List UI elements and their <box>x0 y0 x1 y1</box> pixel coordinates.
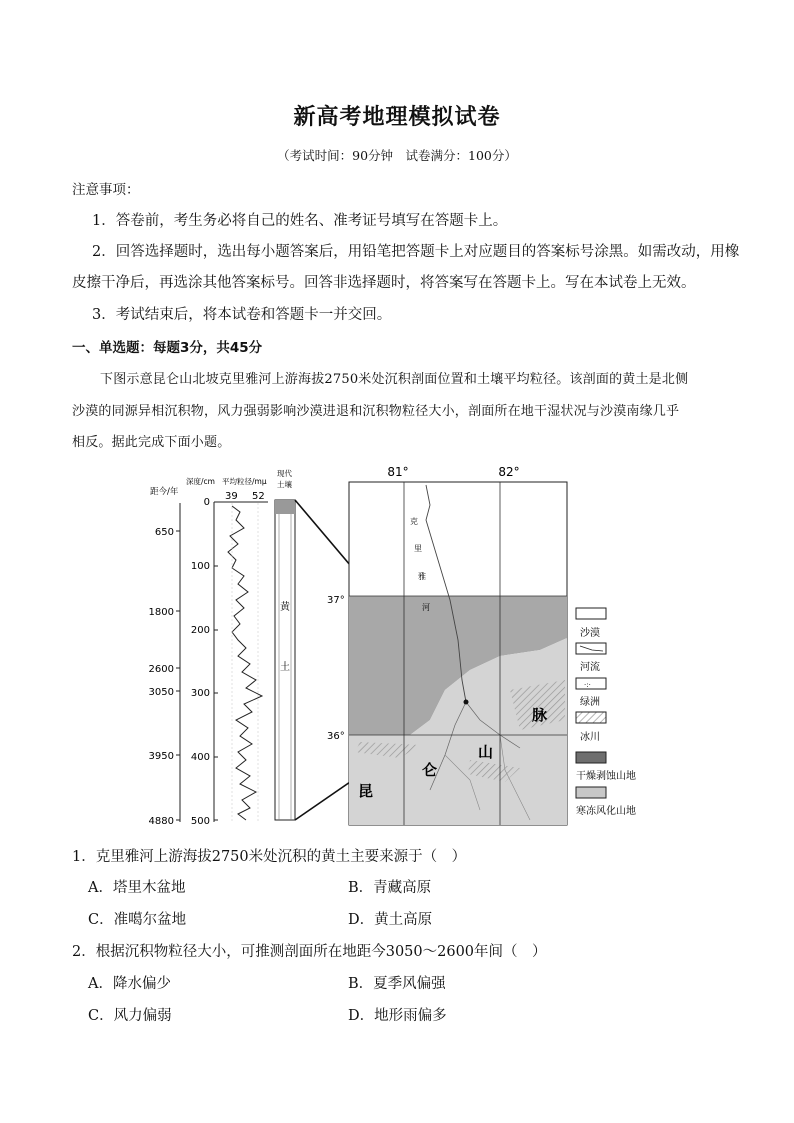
stem-line-3: 相反。据此完成下面小题。 <box>72 435 231 450</box>
grain-size-curve <box>228 506 262 820</box>
age-tick-4880: 4880 <box>148 816 174 827</box>
loess-label-2: 土 <box>280 662 290 673</box>
age-tick-3050: 3050 <box>148 687 174 698</box>
lon-label-81: 81° <box>387 465 409 479</box>
depth-tick-400: 400 <box>190 752 210 763</box>
legend-label-desert: 沙漠 <box>580 628 600 639</box>
depth-tick-0: 0 <box>203 497 210 508</box>
profile-panel <box>149 468 295 827</box>
grain-size-label: 平均粒径/mμ <box>222 477 267 486</box>
question-2-option-d[interactable]: D．地形雨偏多 <box>348 1008 447 1024</box>
lat-label-37: 37° <box>327 595 345 606</box>
modern-soil-label-2: 土壤 <box>277 480 292 489</box>
depth-tick-100: 100 <box>190 561 210 572</box>
age-axis-label: 距今/年 <box>150 487 179 497</box>
legend-swatch-dry-mountain <box>576 752 606 763</box>
stem-line-1: 下图示意昆仑山北坡克里雅河上游海拔2750米处沉积剖面位置和土壤平均粒径。该剖面的黄土是北侧 <box>100 372 689 387</box>
modern-soil-label-1: 现代 <box>277 469 292 478</box>
mountain-label-shan: 山 <box>478 743 494 761</box>
depth-tick-300: 300 <box>190 688 210 699</box>
legend-swatch-river <box>576 643 606 654</box>
legend-label-oasis: 绿洲 <box>580 697 600 708</box>
legend-swatch-oasis <box>576 678 606 689</box>
loess-label-1: 黄 <box>280 602 290 613</box>
note-item-2-line-2: 皮擦干净后，再选涂其他答案标号。回答非选择题时，将答案写在答题卡上。写在本试卷上无效。 <box>72 275 696 291</box>
legend-swatch-glacier <box>576 712 606 723</box>
question-1-stem: 1．克里雅河上游海拔2750米处沉积的黄土主要来源于（ ） <box>72 849 467 865</box>
modern-soil-layer <box>275 500 295 514</box>
question-1-option-c[interactable]: C．准噶尔盆地 <box>88 912 187 928</box>
note-item-1: 1．答卷前，考生务必将自己的姓名、准考证号填写在答题卡上。 <box>92 213 508 229</box>
river-label-ya: 雅 <box>418 572 426 581</box>
age-tick-3950: 3950 <box>148 751 174 762</box>
legend-label-frost-mountain: 寒冻风化山地 <box>576 806 636 817</box>
question-1-option-a[interactable]: A．塔里木盆地 <box>88 880 186 896</box>
mountain-label-kun: 昆 <box>358 782 374 800</box>
question-2-stem: 2．根据沉积物粒径大小，可推测剖面所在地距今3050～2600年间（ ） <box>72 944 547 960</box>
grain-tick-52: 52 <box>252 491 265 502</box>
svg-text:·:·: ·:· <box>584 681 591 689</box>
depth-tick-500: 500 <box>190 816 210 827</box>
lon-label-82: 82° <box>498 465 520 479</box>
stem-line-2: 沙漠的同源异相沉积物，风力强弱影响沙漠进退和沉积物粒径大小，剖面所在地干湿状况与沙漠南缘几乎 <box>72 404 680 419</box>
exam-info: （考试时间：90分钟 试卷满分：100分） <box>277 148 517 163</box>
mountain-label-lun: 仑 <box>422 761 438 779</box>
river-label-li: 里 <box>414 544 422 553</box>
legend-swatch-frost-mountain <box>576 787 606 798</box>
legend-swatch-desert <box>576 608 606 619</box>
grain-tick-39: 39 <box>225 491 238 502</box>
note-item-3: 3．考试结束后，将本试卷和答题卡一并交回。 <box>92 307 392 323</box>
sediment-profile-figure <box>0 455 794 835</box>
map-legend <box>576 608 636 817</box>
question-2-option-b[interactable]: B．夏季风偏强 <box>348 976 446 992</box>
river-label-he: 河 <box>422 603 430 612</box>
age-tick-2600: 2600 <box>148 664 174 675</box>
depth-tick-200: 200 <box>190 625 210 636</box>
legend-label-dry-mountain: 干燥剥蚀山地 <box>576 771 636 782</box>
question-2-option-c[interactable]: C．风力偏弱 <box>88 1008 172 1024</box>
legend-label-glacier: 冰川 <box>580 732 600 743</box>
depth-axis-label: 深度/cm <box>186 477 215 486</box>
lat-label-36: 36° <box>327 731 345 742</box>
loess-column <box>275 500 295 820</box>
question-2-option-a[interactable]: A．降水偏少 <box>88 976 171 992</box>
notes-heading: 注意事项： <box>72 182 140 198</box>
page-title: 新高考地理模拟试卷 <box>293 105 501 130</box>
age-tick-650: 650 <box>154 527 174 538</box>
location-map <box>327 465 567 825</box>
section-heading: 一、单选题：每题3分，共45分 <box>72 340 263 356</box>
question-1-option-d[interactable]: D．黄土高原 <box>348 912 433 928</box>
note-item-2-line-1: 2．回答选择题时，选出每小题答案后，用铅笔把答题卡上对应题目的答案标号涂黑。如需改动，用橡 <box>92 244 740 260</box>
age-tick-1800: 1800 <box>148 607 174 618</box>
mountain-label-mai: 脉 <box>532 706 548 724</box>
profile-site-marker <box>464 700 469 705</box>
legend-label-river: 河流 <box>580 662 600 673</box>
question-1-option-b[interactable]: B．青藏高原 <box>348 880 432 896</box>
river-label-ke: 克 <box>410 517 418 526</box>
